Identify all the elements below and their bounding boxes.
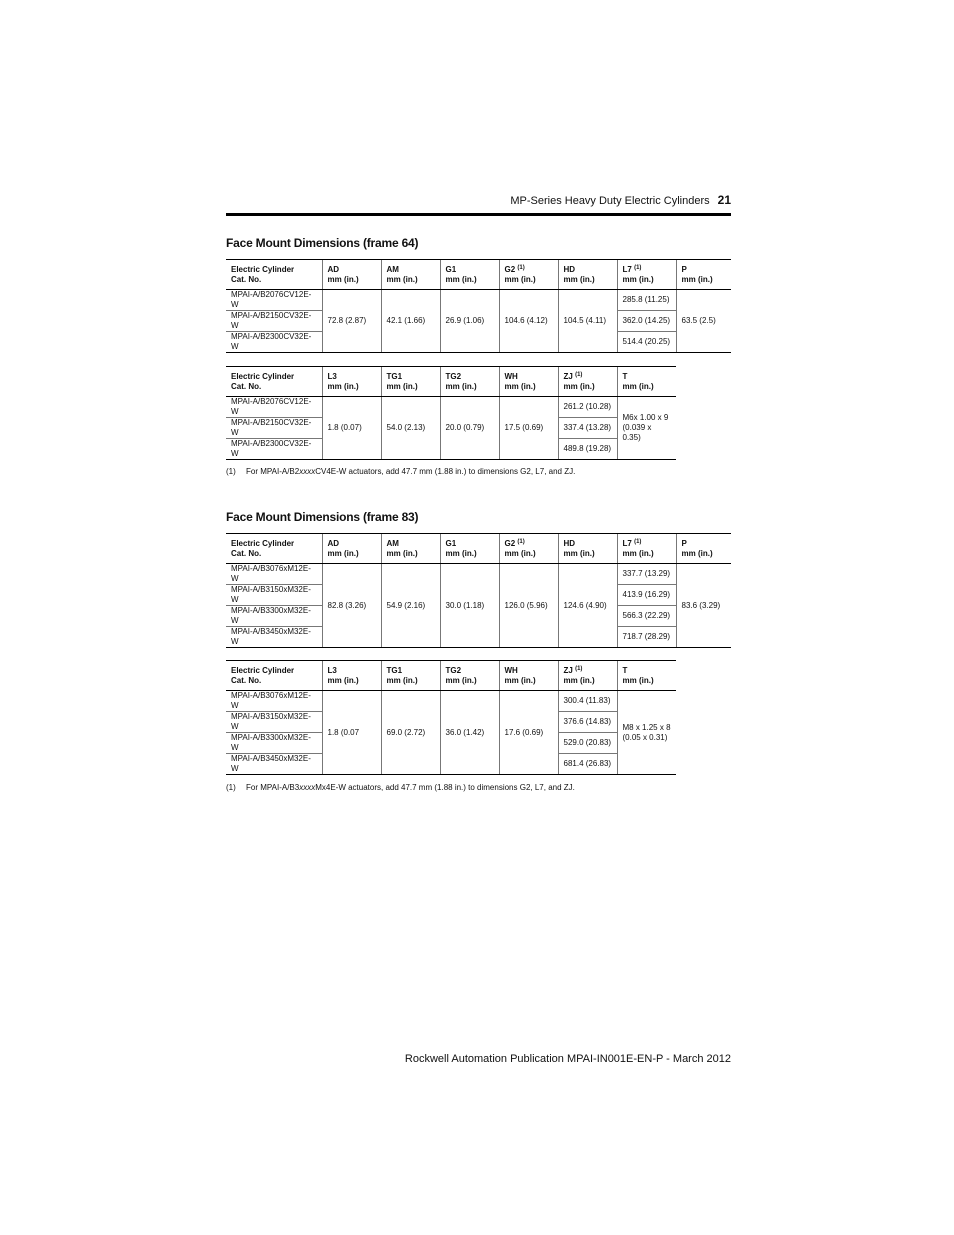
zj-cell: 489.8 (19.28) [558,439,617,460]
t-cell: M8 x 1.25 x 8 (0.05 x 0.31) [617,691,676,775]
cat-no-cell: MPAI-A/B3150xM32E-W [226,585,322,606]
section-title-frame-83: Face Mount Dimensions (frame 83) [226,510,419,524]
column-header-zj: ZJ $^{(1)}$ mm (in.) [558,367,617,397]
column-header-l7: L7 $^{(1)}$ mm (in.) [617,534,676,564]
tg1-cell: 69.0 (2.72) [381,691,440,775]
column-header-g2: G2 $^{(1)}$ mm (in.) [499,534,558,564]
wh-cell: 17.6 (0.69) [499,691,558,775]
tg2-cell: 36.0 (1.42) [440,691,499,775]
t-cell: M6x 1.00 x 9 (0.039 x 0.35) [617,397,676,460]
column-header-cat-no: Electric Cylinder Cat. No. [226,367,322,397]
column-header-hd: HD mm (in.) [558,534,617,564]
cat-no-cell: MPAI-A/B2076CV12E-W [226,290,322,311]
cat-no-cell: MPAI-A/B2150CV32E-W [226,418,322,439]
footnote-ref: (1) [517,538,525,545]
footnote-ref: (1) [575,665,583,672]
l7-cell: 566.3 (22.29) [617,606,676,627]
cat-no-cell: MPAI-A/B3150xM32E-W [226,712,322,733]
tg2-cell: 20.0 (0.79) [440,397,499,460]
table-row [226,397,676,418]
p-cell: 63.5 (2.5) [676,290,731,353]
l7-cell: 337.7 (13.29) [617,564,676,585]
wh-cell: 17.5 (0.69) [499,397,558,460]
zj-cell: 300.4 (11.83) [558,691,617,712]
column-header-g2: G2 $^{(1)}$ mm (in.) [499,260,558,290]
ad-cell: 82.8 (3.26) [322,564,381,648]
page-footer: Rockwell Automation Publication MPAI-IN001E-EN-P - March 2012 [404,1053,731,1065]
header-rule [226,213,731,216]
l7-cell: 413.9 (16.29) [617,585,676,606]
table-row [226,691,676,712]
column-header-cat-no: Electric Cylinder Cat. No. [226,661,322,691]
column-header-zj: ZJ $^{(1)}$ mm (in.) [558,661,617,691]
cat-no-cell: MPAI-A/B2150CV32E-W [226,311,322,332]
am-cell: 42.1 (1.66) [381,290,440,353]
cat-no-cell: MPAI-A/B2076CV12E-W [226,397,322,418]
zj-cell: 681.4 (26.83) [558,754,617,775]
zj-cell: 529.0 (20.83) [558,733,617,754]
column-header-tg1: TG1 mm (in.) [381,661,440,691]
footnote-ref: (1) [634,264,642,271]
table-header-row [226,661,676,691]
cat-no-cell: MPAI-A/B2300CV32E-W [226,332,322,353]
column-header-ad: AD mm (in.) [322,534,381,564]
zj-cell: 337.4 (13.28) [558,418,617,439]
cat-no-cell: MPAI-A/B3076xM12E-W [226,691,322,712]
hd-cell: 104.5 (4.11) [558,290,617,353]
column-header-cat-no: Electric Cylinder Cat. No. [226,260,322,290]
table-row [226,564,731,585]
frame-64-table-2 [226,366,676,460]
column-header-l3: L3 mm (in.) [322,661,381,691]
table-row [226,290,731,311]
l3-cell: 1.8 (0.07) [322,397,381,460]
column-header-l7: L7 $^{(1)}$ mm (in.) [617,260,676,290]
cat-no-cell: MPAI-A/B2300CV32E-W [226,439,322,460]
column-header-tg2: TG2 mm (in.) [440,661,499,691]
cat-no-cell: MPAI-A/B3300xM32E-W [226,733,322,754]
l7-cell: 718.7 (28.29) [617,627,676,648]
column-header-t: T mm (in.) [617,367,676,397]
l7-cell: 514.4 (20.25) [617,332,676,353]
frame-64-table-1 [226,259,731,353]
cat-no-cell: MPAI-A/B3076xM12E-W [226,564,322,585]
footnote-ref: (1) [575,371,583,378]
table-header-row [226,367,676,397]
column-header-am: AM mm (in.) [381,534,440,564]
zj-cell: 261.2 (10.28) [558,397,617,418]
column-header-g1: G1 mm (in.) [440,534,499,564]
cat-no-cell: MPAI-A/B3450xM32E-W [226,627,322,648]
cat-no-cell: MPAI-A/B3450xM32E-W [226,754,322,775]
column-header-tg2: TG2 mm (in.) [440,367,499,397]
g1-cell: 26.9 (1.06) [440,290,499,353]
running-title: MP-Series Heavy Duty Electric Cylinders [510,195,710,207]
p-cell: 83.6 (3.29) [676,564,731,648]
page-header [226,192,731,212]
table-header-row [226,534,731,564]
g1-cell: 30.0 (1.18) [440,564,499,648]
am-cell: 54.9 (2.16) [381,564,440,648]
table-header-row [226,260,731,290]
column-header-wh: WH mm (in.) [499,367,558,397]
column-header-t: T mm (in.) [617,661,676,691]
column-header-am: AM mm (in.) [381,260,440,290]
column-header-hd: HD mm (in.) [558,260,617,290]
footnote-frame-64: (1) For MPAI-A/B2xxxxCV4E-W actuators, add 47.7 mm (1.88 in.) to dimensions G2, L7, and ZJ. [226,467,576,476]
footnote-ref: (1) [634,538,642,545]
tg1-cell: 54.0 (2.13) [381,397,440,460]
g2-cell: 126.0 (5.96) [499,564,558,648]
cat-no-cell: MPAI-A/B3300xM32E-W [226,606,322,627]
l3-cell: 1.8 (0.07 [322,691,381,775]
column-header-p: P mm (in.) [676,534,731,564]
l7-cell: 285.8 (11.25) [617,290,676,311]
page-number: 21 [717,193,731,207]
frame-83-table-2 [226,660,676,775]
section-title-frame-64: Face Mount Dimensions (frame 64) [226,236,419,250]
column-header-ad: AD mm (in.) [322,260,381,290]
column-header-l3: L3 mm (in.) [322,367,381,397]
g2-cell: 104.6 (4.12) [499,290,558,353]
ad-cell: 72.8 (2.87) [322,290,381,353]
zj-cell: 376.6 (14.83) [558,712,617,733]
column-header-p: P mm (in.) [676,260,731,290]
column-header-cat-no: Electric Cylinder Cat. No. [226,534,322,564]
l7-cell: 362.0 (14.25) [617,311,676,332]
column-header-wh: WH mm (in.) [499,661,558,691]
frame-83-table-1 [226,533,731,648]
hd-cell: 124.6 (4.90) [558,564,617,648]
footnote-ref: (1) [517,264,525,271]
footnote-frame-83: (1) For MPAI-A/B3xxxxMx4E-W actuators, add 47.7 mm (1.88 in.) to dimensions G2, L7, and ZJ. [226,783,575,792]
column-header-tg1: TG1 mm (in.) [381,367,440,397]
column-header-g1: G1 mm (in.) [440,260,499,290]
